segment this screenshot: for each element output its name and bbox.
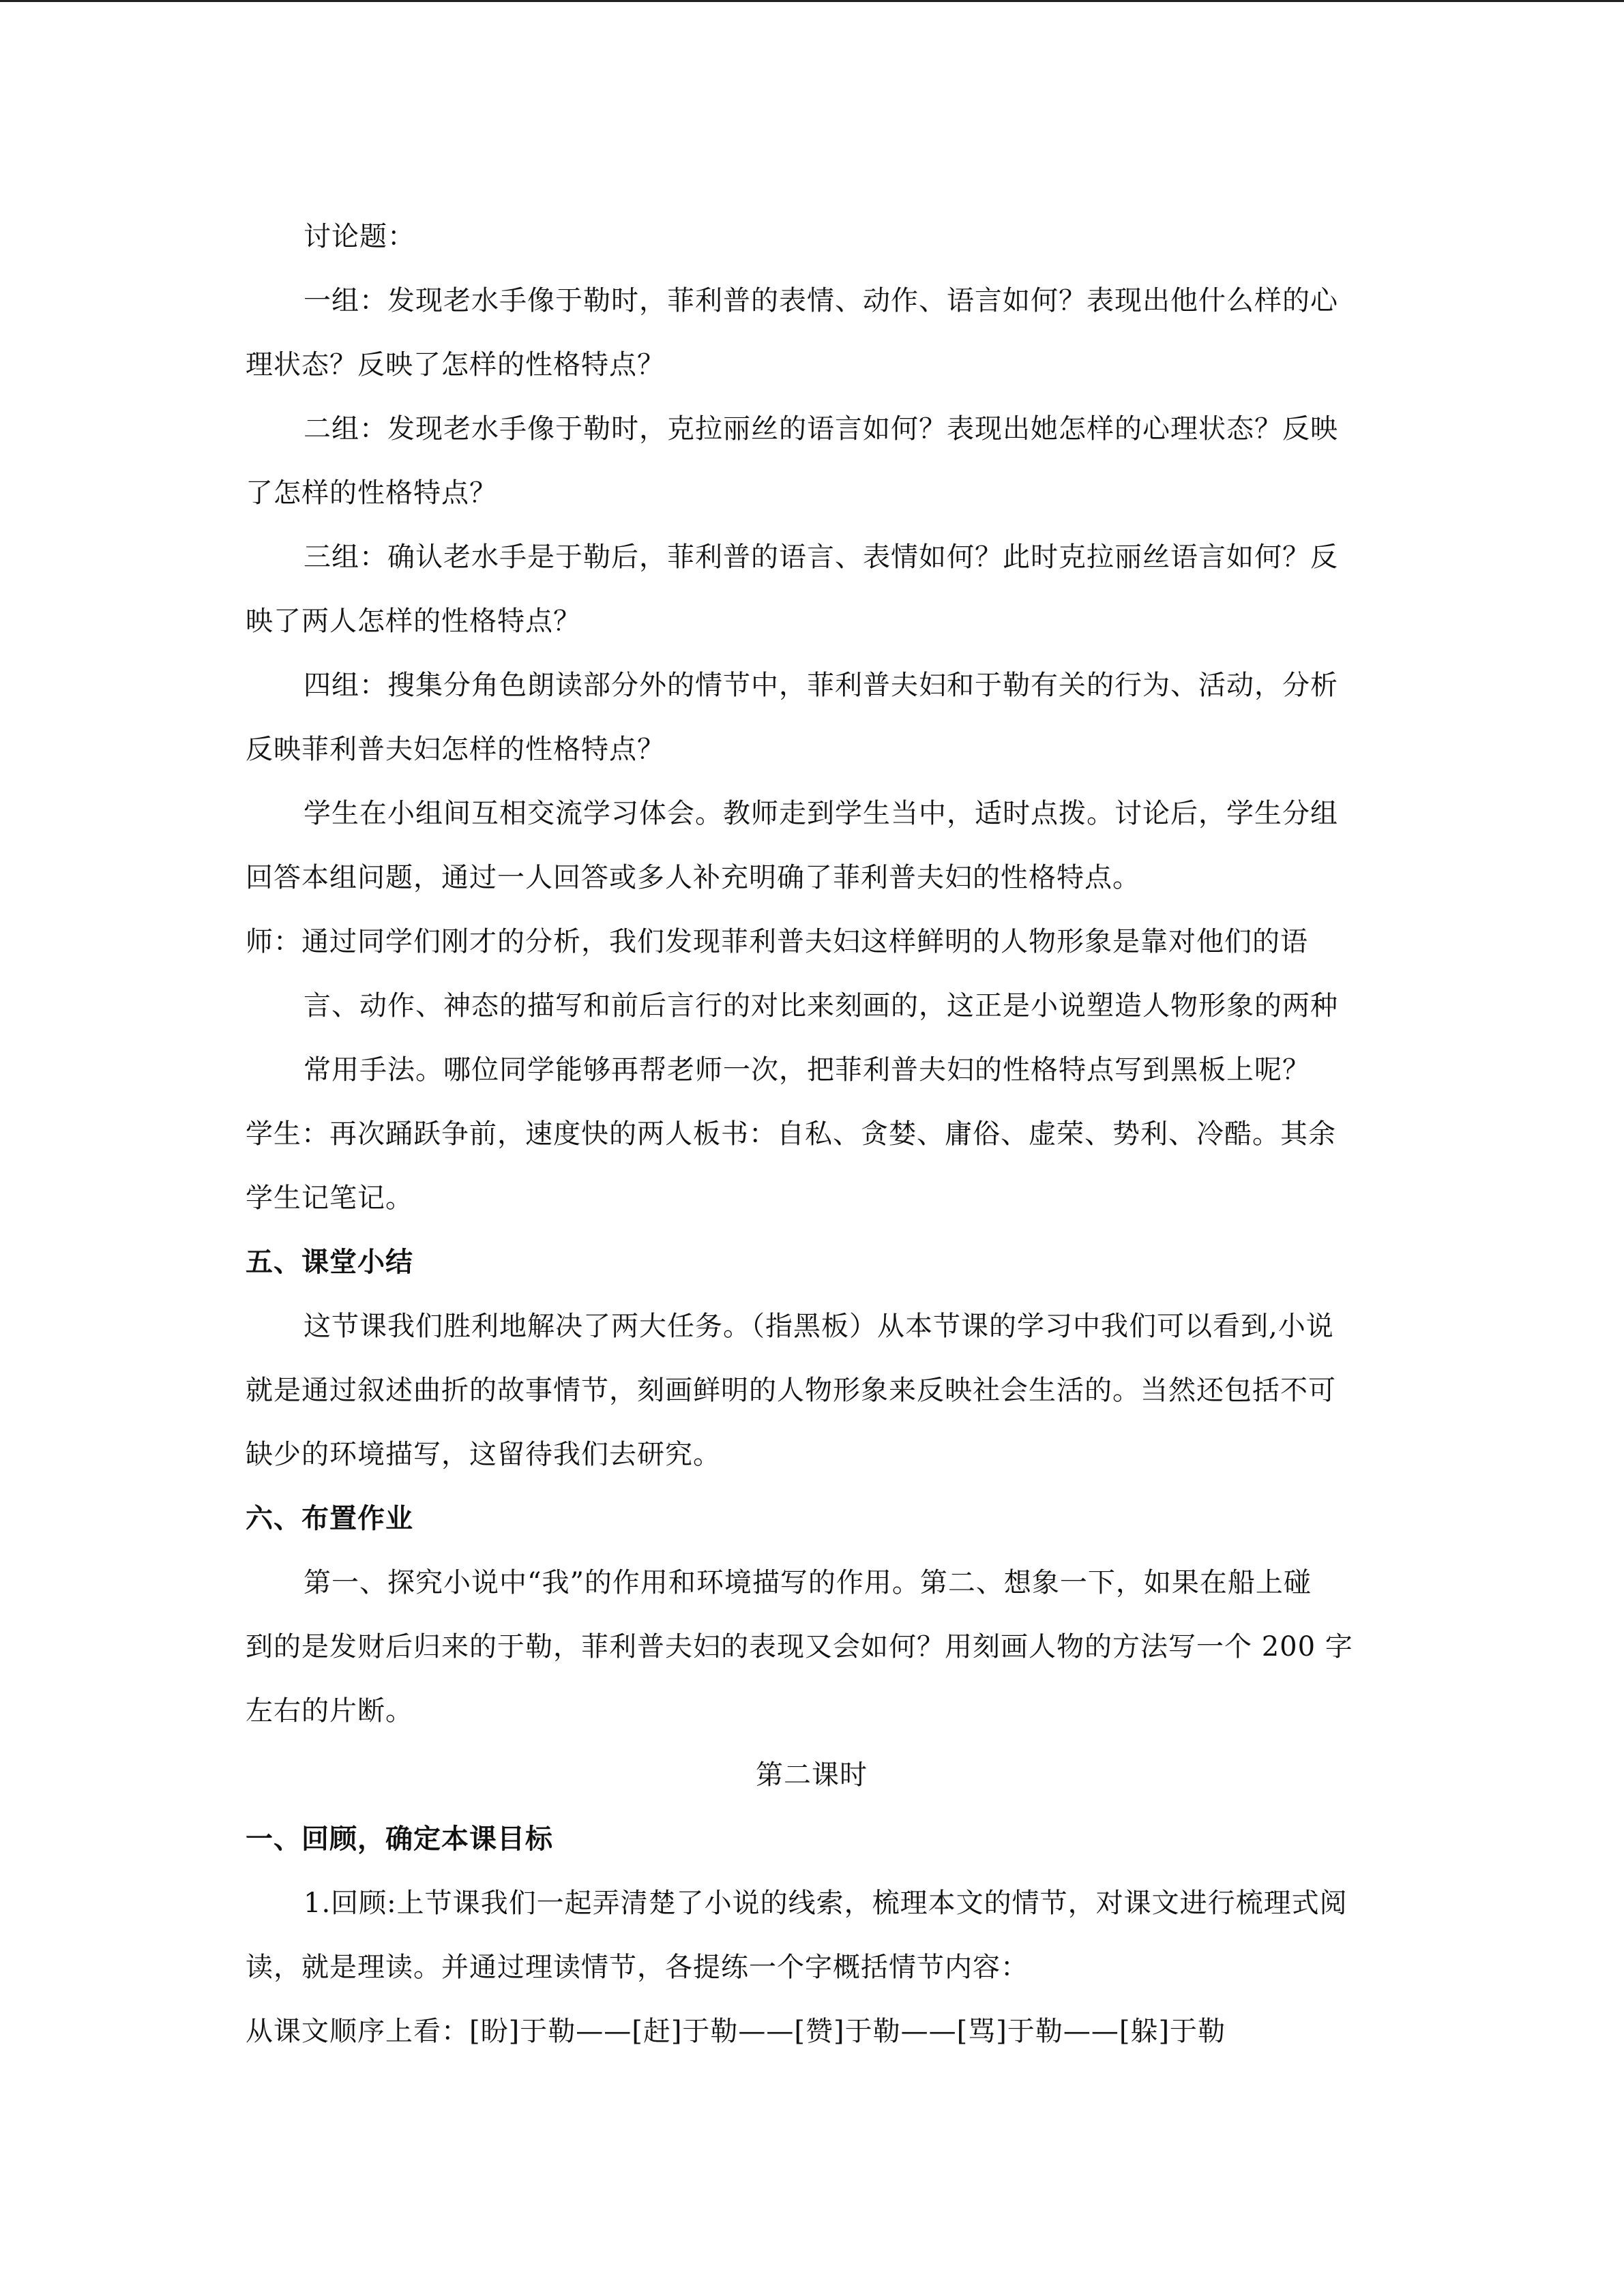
page-top-border [0, 0, 1624, 2]
text-line: 学生：再次踊跃争前，速度快的两人板书：自私、贪婪、庸俗、虚荣、势利、冷酷。其余 [246, 1118, 1336, 1150]
text-line: 第一、探究小说中“我”的作用和环境描写的作用。第二、想象一下，如果在船上碰 [304, 1567, 1312, 1598]
text-line: 了怎样的性格特点？ [246, 477, 497, 509]
text-line: 回答本组问题，通过一人回答或多人补充明确了菲利普夫妇的性格特点。 [246, 862, 1140, 893]
text-line: 讨论题： [304, 221, 415, 252]
document-page [246, 205, 1378, 2063]
text-line: 师：通过同学们刚才的分析，我们发现菲利普夫妇这样鲜明的人物形象是靠对他们的语 [246, 926, 1308, 957]
text-line: 四组：搜集分角色朗读部分外的情节中，菲利普夫妇和于勒有关的行为、活动，分析 [304, 670, 1338, 701]
text-line: 学生记笔记。 [246, 1182, 413, 1214]
text-line: 学生在小组间互相交流学习体会。教师走到学生当中，适时点拨。讨论后，学生分组 [304, 798, 1338, 829]
section-heading: 一、回顾，确定本课目标 [246, 1823, 553, 1855]
text-line: 一组：发现老水手像于勒时，菲利普的表情、动作、语言如何？表现出他什么样的心 [304, 285, 1338, 316]
text-line: 常用手法。哪位同学能够再帮老师一次，把菲利普夫妇的性格特点写到黑板上呢？ [304, 1054, 1310, 1086]
text-line: 三组：确认老水手是于勒后，菲利普的语言、表情如何？此时克拉丽丝语言如何？反 [304, 541, 1338, 573]
text-line: 从课文顺序上看：[盼]于勒——[赶]于勒——[赞]于勒——[骂]于勒——[躲]于勒 [246, 2016, 1226, 2047]
text-line: 二组：发现老水手像于勒时，克拉丽丝的语言如何？表现出她怎样的心理状态？反映 [304, 413, 1338, 445]
section-heading: 六、布置作业 [246, 1503, 413, 1534]
text-line: 缺少的环境描写，这留待我们去研究。 [246, 1439, 721, 1470]
text-line: 反映菲利普夫妇怎样的性格特点？ [246, 734, 665, 765]
lesson-title: 第二课时 [756, 1759, 868, 1791]
section-heading: 五、课堂小结 [246, 1247, 413, 1278]
text-line: 就是通过叙述曲折的故事情节，刻画鲜明的人物形象来反映社会生活的。当然还包括不可 [246, 1375, 1336, 1406]
text-line: 言、动作、神态的描写和前后言行的对比来刻画的，这正是小说塑造人物形象的两种 [304, 990, 1338, 1022]
text-line: 读，就是理读。并通过理读情节，各提练一个字概括情节内容： [246, 1952, 1029, 1983]
text-line: 这节课我们胜利地解决了两大任务。（指黑板）从本节课的学习中我们可以看到,小说 [304, 1311, 1334, 1342]
text-line: 1.回顾:上节课我们一起弄清楚了小说的线索，梳理本文的情节，对课文进行梳理式阅 [304, 1888, 1348, 1919]
text-line: 左右的片断。 [246, 1695, 413, 1727]
text-line: 理状态？反映了怎样的性格特点？ [246, 349, 665, 381]
text-line: 到的是发财后归来的于勒，菲利普夫妇的表现又会如何？用刻画人物的方法写一个 200 字 [246, 1631, 1353, 1663]
text-line: 映了两人怎样的性格特点？ [246, 606, 581, 637]
